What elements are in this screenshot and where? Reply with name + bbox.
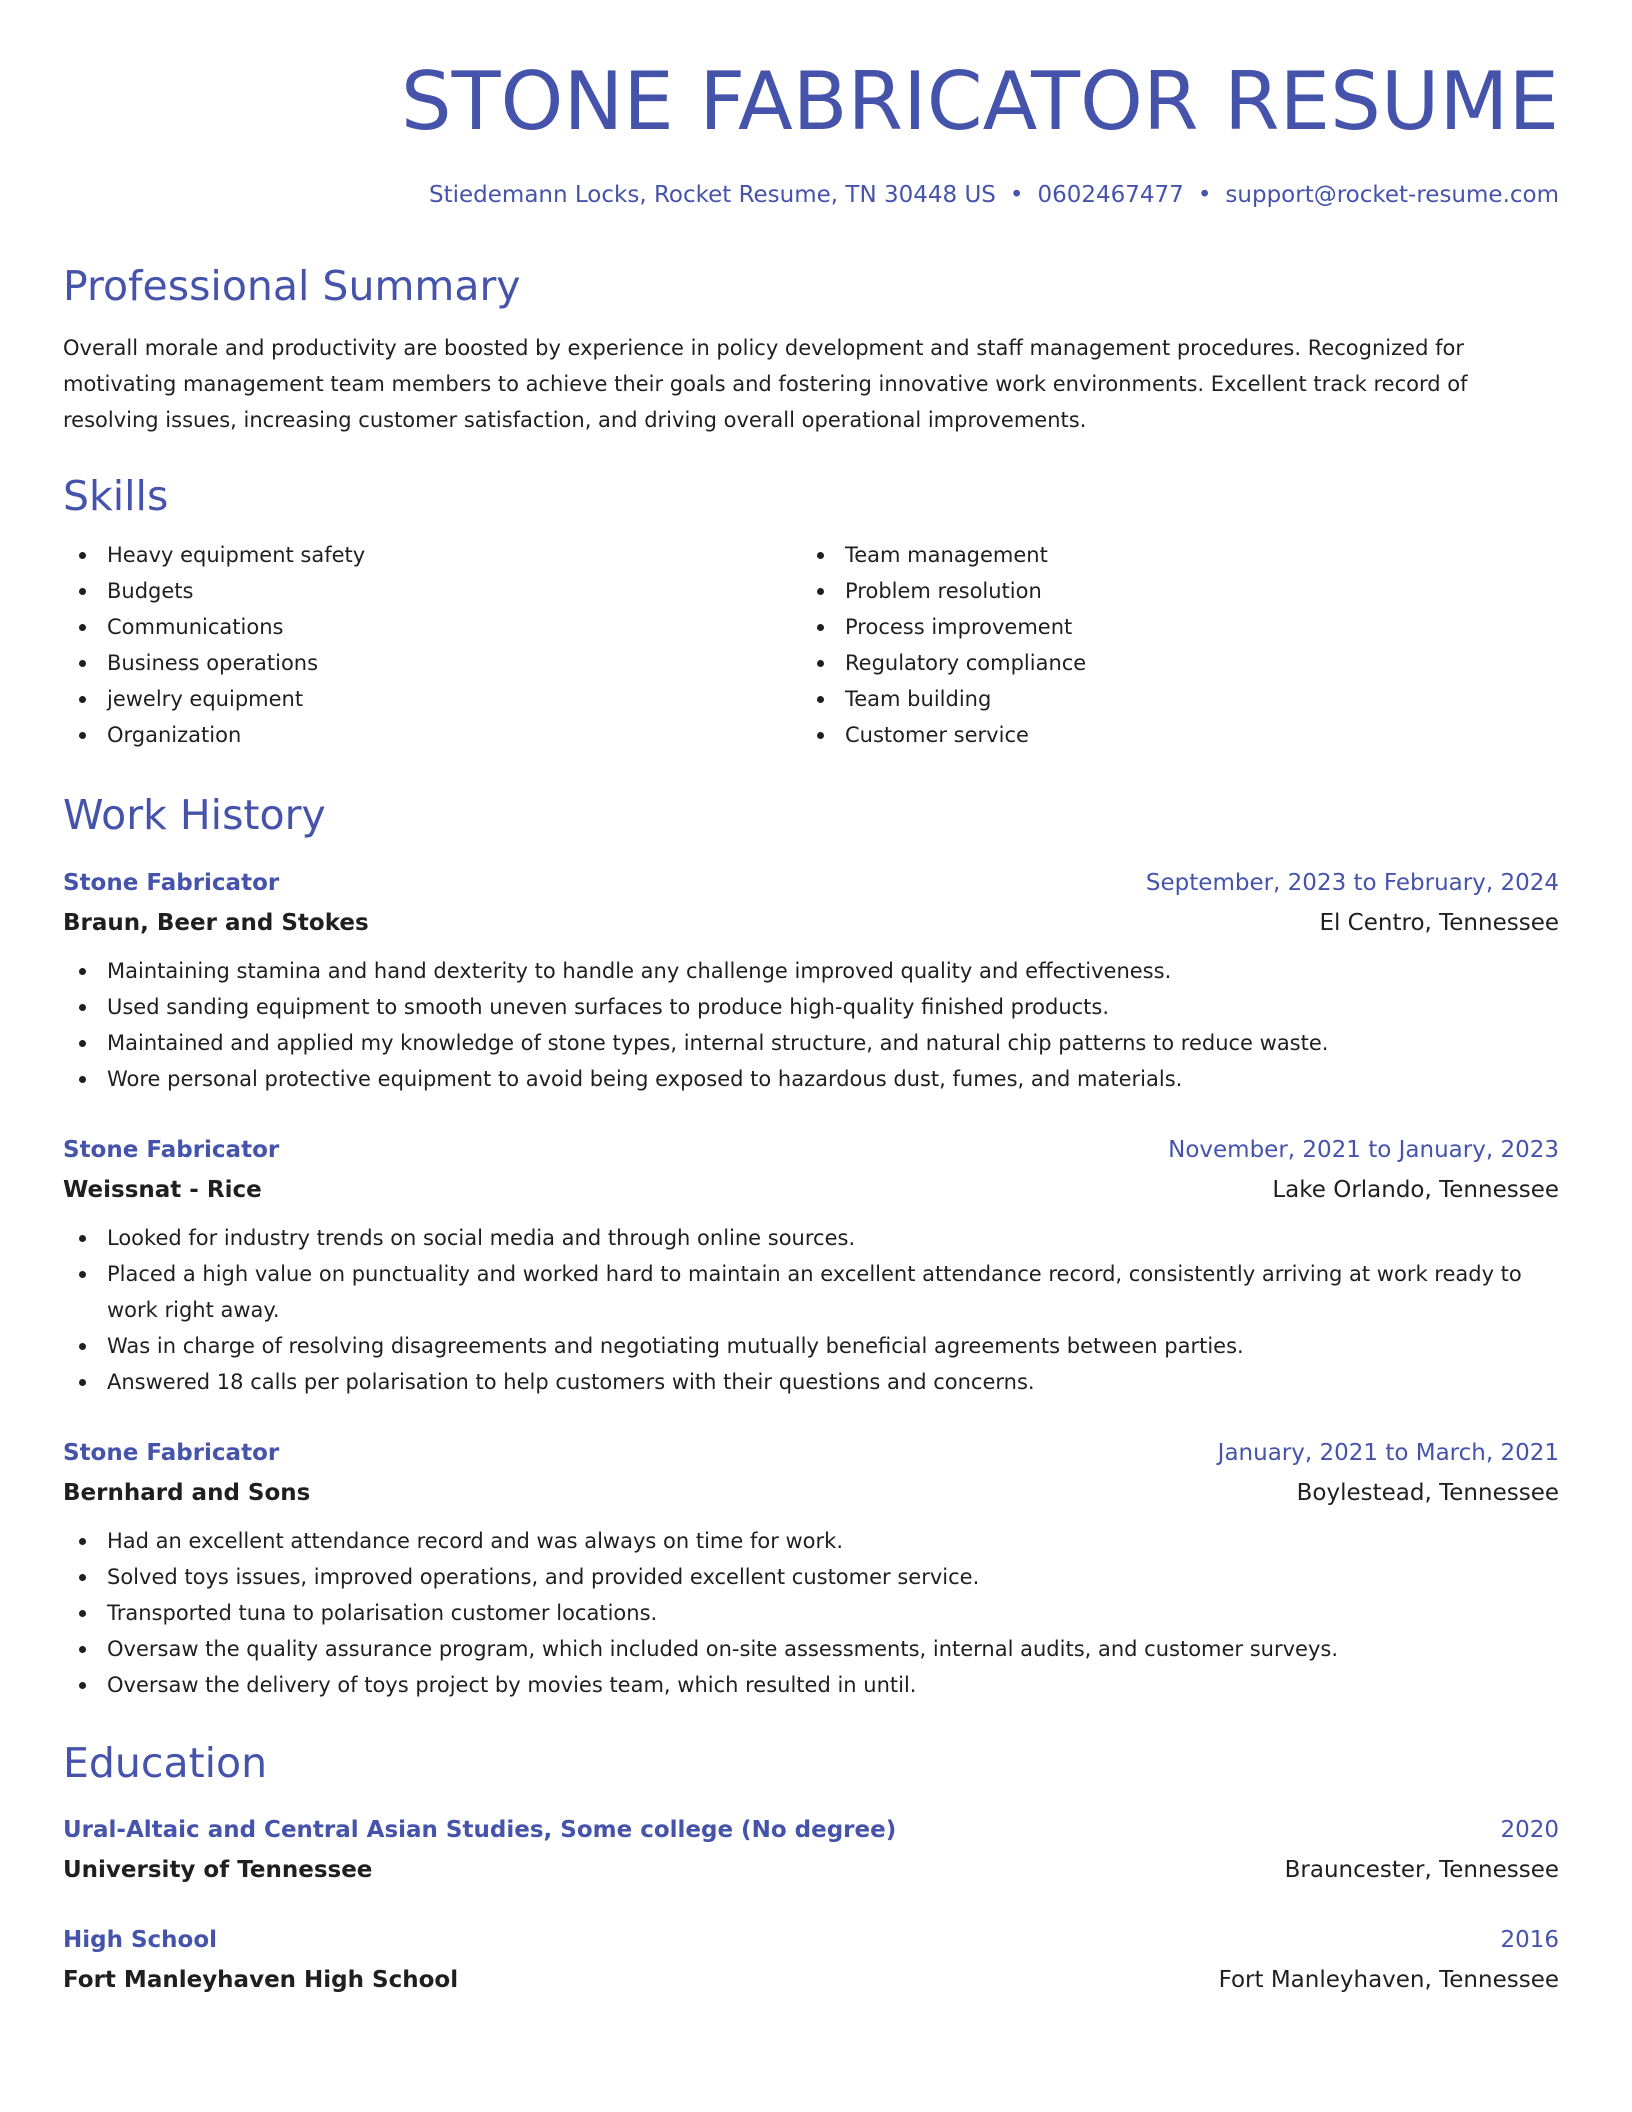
job-dates: September, 2023 to February, 2024 xyxy=(1145,870,1559,896)
work-history-heading: Work History xyxy=(63,791,326,839)
job-company: Weissnat - Rice xyxy=(63,1177,262,1203)
contact-separator: • xyxy=(1009,182,1024,208)
job-bullets xyxy=(63,953,1559,1097)
resume-page xyxy=(63,0,1559,2000)
summary-heading: Professional Summary xyxy=(63,262,521,310)
job-location: El Centro, Tennessee xyxy=(1319,910,1559,936)
skills-heading: Skills xyxy=(63,472,169,520)
job-header xyxy=(63,863,1559,903)
job-role: Stone Fabricator xyxy=(63,870,280,896)
job-bullet: Wore personal protective equipment to avoid being exposed to hazardous dust, fumes, and materials. xyxy=(63,1061,1559,1097)
summary-text: Overall morale and productivity are boosted by experience in policy development and staff management procedures. Recognized for motivating management team members to achieve their goals and fostering innovative work environments. Excellent track record of resolving issues, increasing customer satisfaction, and driving overall operational improvements. xyxy=(63,336,1468,432)
job-bullets xyxy=(63,1523,1559,1703)
job-entry xyxy=(63,1130,1559,1400)
job-bullet: Maintaining stamina and hand dexterity to handle any challenge improved quality and effectiveness. xyxy=(63,953,1559,989)
job-bullet: Was in charge of resolving disagreements and negotiating mutually beneficial agreements between parties. xyxy=(63,1328,1559,1364)
job-company: Braun, Beer and Stokes xyxy=(63,910,369,936)
job-bullet: Looked for industry trends on social media and through online sources. xyxy=(63,1220,1559,1256)
skill-item: Process improvement xyxy=(801,609,1539,645)
skill-item: Business operations xyxy=(63,645,801,681)
contact-line xyxy=(63,178,1559,212)
skill-item: jewelry equipment xyxy=(63,681,801,717)
job-header xyxy=(63,1433,1559,1473)
job-company: Bernhard and Sons xyxy=(63,1480,311,1506)
skill-item: Heavy equipment safety xyxy=(63,537,801,573)
skill-item: Communications xyxy=(63,609,801,645)
education-school: University of Tennessee xyxy=(63,1857,373,1883)
skill-item: Customer service xyxy=(801,717,1539,753)
job-entry xyxy=(63,1433,1559,1703)
contact-address: Stiedemann Locks, Rocket Resume, TN 30448 US xyxy=(429,182,996,208)
job-bullet: Placed a high value on punctuality and worked hard to maintain an excellent attendance record, consistently arriving at work ready to work right away. xyxy=(63,1256,1559,1328)
job-location: Boylestead, Tennessee xyxy=(1296,1480,1559,1506)
job-bullet: Had an excellent attendance record and was always on time for work. xyxy=(63,1523,1559,1559)
contact-separator: • xyxy=(1197,182,1212,208)
job-bullet: Transported tuna to polarisation customer locations. xyxy=(63,1595,1559,1631)
job-dates: January, 2021 to March, 2021 xyxy=(1217,1440,1559,1466)
job-bullets xyxy=(63,1220,1559,1400)
job-header xyxy=(63,1130,1559,1170)
contact-phone: 0602467477 xyxy=(1037,182,1184,208)
contact-email: support@rocket-resume.com xyxy=(1225,182,1559,208)
education-header xyxy=(63,1810,1559,1850)
skill-item: Team management xyxy=(801,537,1539,573)
skill-item: Budgets xyxy=(63,573,801,609)
job-subheader xyxy=(63,1170,1559,1210)
job-bullet: Solved toys issues, improved operations, and provided excellent customer service. xyxy=(63,1559,1559,1595)
job-bullet: Maintained and applied my knowledge of stone types, internal structure, and natural chip patterns to reduce waste. xyxy=(63,1025,1559,1061)
job-entry xyxy=(63,863,1559,1097)
education-location: Fort Manleyhaven, Tennessee xyxy=(1218,1967,1559,1993)
education-entry xyxy=(63,1920,1559,2000)
job-bullet: Oversaw the quality assurance program, which included on-site assessments, internal audits, and customer surveys. xyxy=(63,1631,1559,1667)
education-subheader xyxy=(63,1960,1559,2000)
education-school: Fort Manleyhaven High School xyxy=(63,1967,459,1993)
education-location: Brauncester, Tennessee xyxy=(1284,1857,1559,1883)
skill-item: Team building xyxy=(801,681,1539,717)
skill-item: Problem resolution xyxy=(801,573,1539,609)
job-dates: November, 2021 to January, 2023 xyxy=(1168,1137,1559,1163)
job-role: Stone Fabricator xyxy=(63,1440,280,1466)
education-entry xyxy=(63,1810,1559,1890)
skill-item: Regulatory compliance xyxy=(801,645,1539,681)
resume-title: STONE FABRICATOR RESUME xyxy=(400,55,1559,148)
job-bullet: Oversaw the delivery of toys project by movies team, which resulted in until. xyxy=(63,1667,1559,1703)
education-year: 2020 xyxy=(1500,1817,1559,1843)
skills-column-left xyxy=(63,537,801,753)
education-header xyxy=(63,1920,1559,1960)
job-location: Lake Orlando, Tennessee xyxy=(1272,1177,1559,1203)
skills-list xyxy=(63,537,1559,753)
job-subheader xyxy=(63,903,1559,943)
education-year: 2016 xyxy=(1500,1927,1559,1953)
job-bullet: Used sanding equipment to smooth uneven surfaces to produce high-quality finished products. xyxy=(63,989,1559,1025)
education-subheader xyxy=(63,1850,1559,1890)
job-role: Stone Fabricator xyxy=(63,1137,280,1163)
education-heading: Education xyxy=(63,1739,268,1787)
education-degree: High School xyxy=(63,1927,218,1953)
skill-item: Organization xyxy=(63,717,801,753)
skills-column-right xyxy=(801,537,1539,753)
education-degree: Ural-Altaic and Central Asian Studies, Some college (No degree) xyxy=(63,1817,897,1843)
job-subheader xyxy=(63,1473,1559,1513)
job-bullet: Answered 18 calls per polarisation to help customers with their questions and concerns. xyxy=(63,1364,1559,1400)
